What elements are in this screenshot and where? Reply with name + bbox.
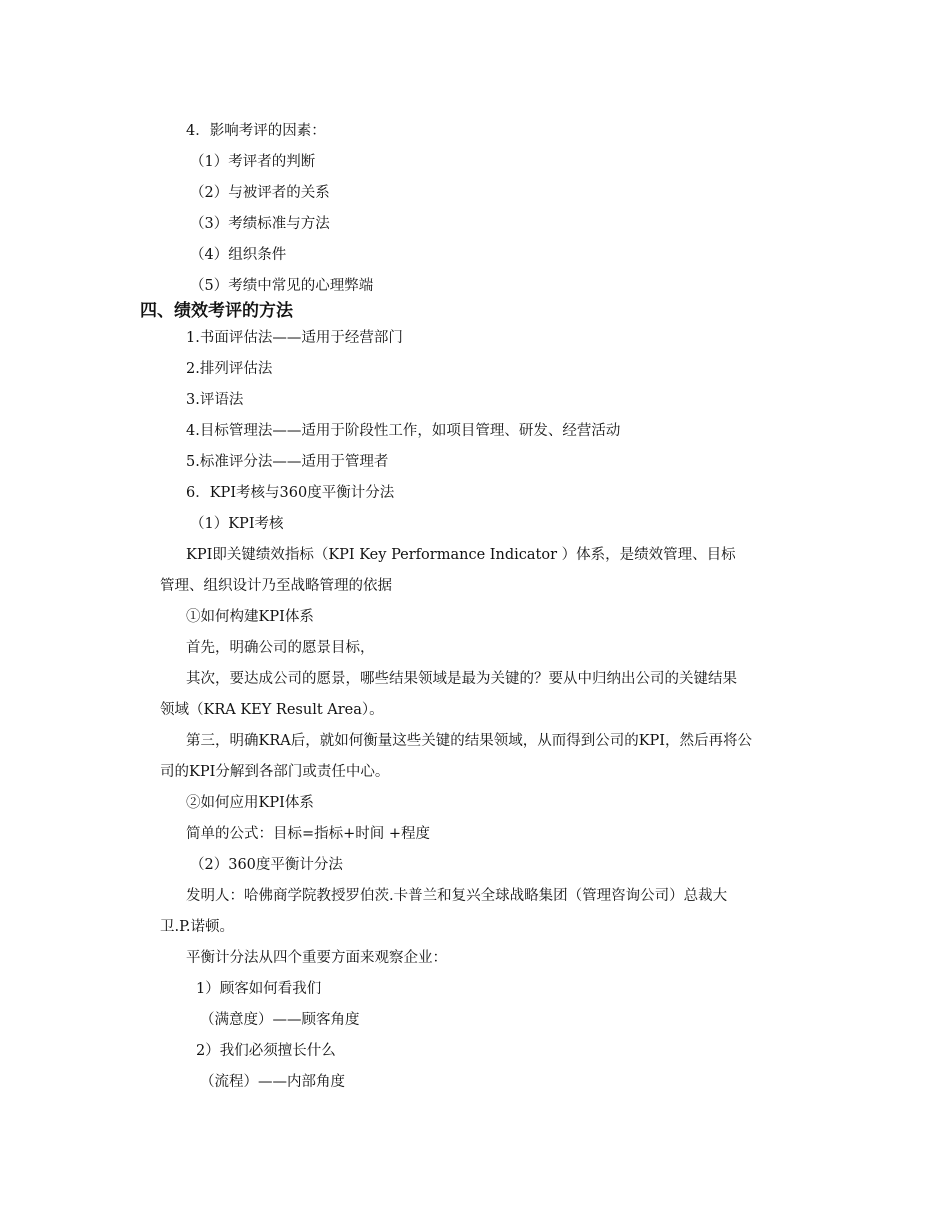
kpi-intro-line: 管理、组织设计乃至战略管理的依据 bbox=[160, 578, 392, 594]
method-item: 2.排列评估法 bbox=[186, 361, 273, 377]
factors-title: 4．影响考评的因素： bbox=[186, 123, 326, 139]
method-item: 6．KPI考核与360度平衡计分法 bbox=[186, 485, 395, 501]
kpi-intro-line: KPI即关键绩效指标（KPI Key Performance Indicator ）体系，是绩效管理、目标 bbox=[186, 547, 736, 563]
factor-item: （2）与被评者的关系 bbox=[190, 185, 330, 201]
bsc-inventor: 发明人：哈佛商学院教授罗伯茨.卡普兰和复兴全球战略集团（管理咨询公司）总裁大 bbox=[186, 888, 728, 904]
bsc-inventor: 卫.P.诺顿。 bbox=[160, 919, 235, 935]
kpi-second-step: 其次，要达成公司的愿景，哪些结果领域是最为关键的？要从中归纳出公司的关键结果 bbox=[186, 671, 737, 687]
kpi-third-step: 第三，明确KRA后，就如何衡量这些关键的结果领域，从而得到公司的KPI，然后再将公 bbox=[186, 733, 753, 749]
factor-item: （1）考评者的判断 bbox=[190, 154, 316, 170]
method-item: 3.评语法 bbox=[186, 392, 244, 408]
kpi-third-step: 司的KPI分解到各部门或责任中心。 bbox=[160, 764, 390, 780]
bsc-aspect-perspective: （满意度）——顾客角度 bbox=[200, 1012, 360, 1028]
bsc-aspects-intro: 平衡计分法从四个重要方面来观察企业： bbox=[186, 950, 447, 966]
factor-item: （3）考绩标准与方法 bbox=[190, 216, 330, 232]
kpi-formula: 简单的公式：目标=指标+时间 +程度 bbox=[186, 826, 431, 842]
factor-item: （5）考绩中常见的心理弊端 bbox=[190, 278, 374, 294]
kpi-build-title: ①如何构建KPI体系 bbox=[186, 609, 314, 625]
kpi-title: （1）KPI考核 bbox=[190, 516, 284, 532]
bsc-title: （2）360度平衡计分法 bbox=[190, 857, 343, 873]
bsc-aspect-perspective: （流程）——内部角度 bbox=[200, 1074, 345, 1090]
kpi-apply-title: ②如何应用KPI体系 bbox=[186, 795, 314, 811]
kpi-second-step: 领域（KRA KEY Result Area）。 bbox=[160, 702, 384, 718]
kpi-first-step: 首先，明确公司的愿景目标， bbox=[186, 640, 375, 656]
bsc-aspect-question: 2）我们必须擅长什么 bbox=[196, 1043, 336, 1059]
method-item: 5.标准评分法——适用于管理者 bbox=[186, 454, 389, 470]
section-heading: 四、绩效考评的方法 bbox=[140, 301, 293, 321]
method-item: 4.目标管理法——适用于阶段性工作，如项目管理、研发、经营活动 bbox=[186, 423, 621, 439]
factor-item: （4）组织条件 bbox=[190, 247, 287, 263]
method-item: 1.书面评估法——适用于经营部门 bbox=[186, 330, 403, 346]
bsc-aspect-question: 1）顾客如何看我们 bbox=[196, 981, 322, 997]
